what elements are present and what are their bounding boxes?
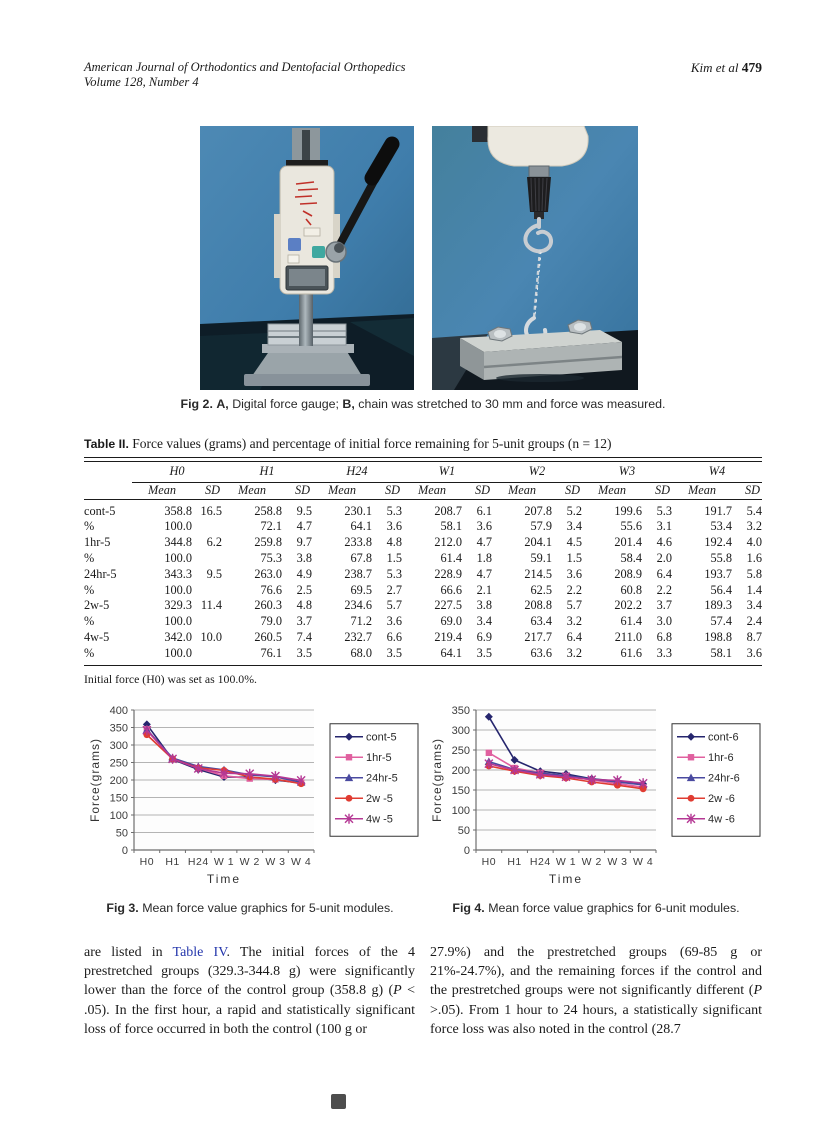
table-cell: 61.4: [440, 550, 462, 565]
table-sub-header: SD: [642, 483, 672, 499]
row-label: %: [84, 582, 95, 597]
running-head: [84, 60, 762, 90]
table-cell: 60.8: [620, 582, 642, 597]
running-authors: Kim et al: [690, 60, 739, 75]
table-cell: 6.6: [386, 629, 402, 644]
table-cell: 3.4: [746, 598, 762, 613]
table-sub-header: SD: [372, 483, 402, 499]
table-row: [84, 646, 762, 662]
svg-text:24hr-6: 24hr-6: [708, 772, 740, 785]
table-cell: 57.9: [530, 519, 552, 534]
svg-text:W 4: W 4: [291, 856, 312, 868]
table-cell: 6.4: [656, 566, 672, 581]
table-cell: 55.8: [710, 550, 732, 565]
table-cell: 234.6: [344, 598, 372, 613]
svg-text:300: 300: [109, 739, 128, 752]
table-cell: 62.5: [530, 582, 552, 597]
table-cell: 3.8: [476, 598, 492, 613]
table-cell: 3.2: [746, 519, 762, 534]
table-cell: 258.8: [254, 503, 282, 518]
svg-text:W 1: W 1: [555, 856, 577, 868]
figure2-photo-a: [200, 126, 414, 390]
table-cell: 3.2: [566, 614, 582, 629]
table-sub-header: Mean: [222, 483, 282, 499]
svg-text:W 2: W 2: [581, 856, 602, 868]
table-cell: 3.6: [746, 645, 762, 660]
table-cell: 4.8: [296, 598, 312, 613]
table-cell: 4.8: [386, 535, 402, 550]
table-row: [84, 583, 762, 599]
svg-text:2w -5: 2w -5: [366, 793, 393, 806]
svg-text:H24: H24: [529, 856, 551, 868]
table-cell: 5.3: [386, 503, 402, 518]
table-cell: 3.5: [476, 645, 492, 660]
table-cell: 8.7: [746, 629, 762, 644]
table-cell: 228.9: [434, 566, 462, 581]
table-cell: 9.5: [206, 566, 222, 581]
table-cell: 69.0: [440, 614, 462, 629]
table-cell: 238.7: [344, 566, 372, 581]
table-cell: 68.0: [350, 645, 372, 660]
table-cell: 64.1: [440, 645, 462, 660]
svg-text:2w -6: 2w -6: [708, 793, 735, 806]
table-group-header: H0: [132, 464, 222, 483]
table-cell: 3.4: [476, 614, 492, 629]
table-cell: 192.4: [704, 535, 732, 550]
row-label: cont-5: [84, 503, 116, 518]
table-cell: 1.5: [386, 550, 402, 565]
table-cell: 59.1: [530, 550, 552, 565]
table-cell: 63.4: [530, 614, 552, 629]
svg-text:Force(grams): Force(grams): [88, 737, 102, 823]
table-cell: 193.7: [704, 566, 732, 581]
table2-label: Table II.: [84, 437, 129, 451]
gauge-stand-base: [252, 350, 362, 376]
table-cell: 189.3: [704, 598, 732, 613]
table-cell: 5.4: [746, 503, 762, 518]
table-sub-header: Mean: [492, 483, 552, 499]
table-cell: 201.4: [614, 535, 642, 550]
svg-text:W 3: W 3: [607, 856, 628, 868]
journal-title-block: [84, 60, 406, 90]
table-row: [84, 499, 762, 519]
table-cell: 3.1: [656, 519, 672, 534]
table-cell: 214.5: [524, 566, 552, 581]
svg-text:0: 0: [121, 844, 128, 857]
svg-text:W 2: W 2: [239, 856, 260, 868]
figure2-photo-b: [432, 126, 638, 390]
figure3-label: Fig 3.: [106, 901, 139, 915]
table-cell: 3.5: [386, 645, 402, 660]
svg-text:300: 300: [451, 724, 470, 737]
table-sub-header: Mean: [582, 483, 642, 499]
table-row: [84, 535, 762, 551]
table-cell: 198.8: [704, 629, 732, 644]
svg-text:Time: Time: [206, 872, 242, 886]
body-column-right: 27.9%) and the prestretched groups (69-85 g or 21%-24.7%), and the remaining forces if the control and the prestretched groups were not significantly different (P >.05). From 1 hour to 24 hours, a statistically significant force loss was also noted in the control (28.7: [430, 945, 762, 1037]
table-sub-header: SD: [192, 483, 222, 499]
svg-text:1hr-6: 1hr-6: [708, 752, 734, 765]
svg-text:cont-5: cont-5: [366, 731, 397, 744]
svg-text:4w -5: 4w -5: [366, 813, 393, 826]
table-cell: 100.0: [164, 645, 192, 660]
table-cell: 259.8: [254, 535, 282, 550]
force-gauge-photo: [200, 126, 414, 390]
table-cell: 2.2: [566, 582, 582, 597]
figure4-label: Fig 4.: [452, 901, 485, 915]
table-cell: 358.8: [164, 503, 192, 518]
table-sub-header: Mean: [132, 483, 192, 499]
table-cell: 227.5: [434, 598, 462, 613]
figure3-caption: Fig 3. Mean force value graphics for 5-unit modules.: [106, 901, 394, 915]
table-sub-header: Mean: [312, 483, 372, 499]
table-cell: 219.4: [434, 629, 462, 644]
table-cell: 11.4: [200, 598, 222, 613]
table-cell: 5.2: [566, 503, 582, 518]
gauge-underside: [488, 126, 588, 166]
table-cell: 4.5: [566, 535, 582, 550]
svg-text:24hr-5: 24hr-5: [366, 772, 398, 785]
table-cell: 4.0: [746, 535, 762, 550]
table-row: [84, 519, 762, 535]
table-row: [84, 598, 762, 614]
row-label: 1hr-5: [84, 535, 111, 550]
svg-text:cont-6: cont-6: [708, 731, 739, 744]
table-cell: 3.6: [476, 519, 492, 534]
table-group-header: W3: [582, 464, 672, 483]
table-cell: 58.4: [620, 550, 642, 565]
table-cell: 100.0: [164, 614, 192, 629]
table-cell: 3.0: [656, 614, 672, 629]
row-label: 2w-5: [84, 598, 110, 613]
table-cell: 3.5: [296, 645, 312, 660]
table-cell: 204.1: [524, 535, 552, 550]
table-cell: [192, 614, 222, 630]
fig4-line-chart: [428, 700, 764, 896]
table-cell: 208.9: [614, 566, 642, 581]
table-cell: 16.5: [200, 503, 222, 518]
svg-text:150: 150: [451, 784, 470, 797]
table-cell: 212.0: [434, 535, 462, 550]
svg-text:200: 200: [109, 774, 128, 787]
body-column-left: are listed in Table IV. The initial forces of the 4 prestretched groups (329.3-344.8 g) were significantly lower than the force of the control group (358.8 g) (P < .05). In the first hour, a rapid and statistically significant loss of force occurred in both the control (100 g or: [84, 945, 416, 1037]
table-cell: 5.7: [386, 598, 402, 613]
table-cell: 76.1: [260, 645, 282, 660]
svg-text:W 1: W 1: [213, 856, 235, 868]
svg-text:250: 250: [109, 757, 128, 770]
svg-text:H0: H0: [481, 856, 497, 868]
table-cell: 3.6: [386, 519, 402, 534]
svg-text:200: 200: [451, 764, 470, 777]
table-cell: 2.7: [386, 582, 402, 597]
table-cell: 7.4: [296, 629, 312, 644]
table-cell: 2.5: [296, 582, 312, 597]
table-cell: 9.7: [296, 535, 312, 550]
table-cell: 211.0: [614, 629, 642, 644]
journal-name: American Journal of Orthodontics and Dentofacial Orthopedics: [84, 60, 406, 74]
table-row: [84, 630, 762, 646]
table-cell: 2.1: [476, 582, 492, 597]
table-cell: 4.6: [656, 535, 672, 550]
table-cell: 55.6: [620, 519, 642, 534]
table-cell: 64.1: [350, 519, 372, 534]
table-bottom-rule: [84, 665, 762, 666]
table-cell: 71.2: [350, 614, 372, 629]
table-cell: 6.1: [476, 503, 492, 518]
table-cell: 5.7: [566, 598, 582, 613]
table-cell: 1.4: [746, 582, 762, 597]
figure4-caption: Fig 4. Mean force value graphics for 6-unit modules.: [452, 901, 740, 915]
table-cell: 2.2: [656, 582, 672, 597]
table-sub-header: Mean: [672, 483, 732, 499]
table-cell: 342.0: [164, 629, 192, 644]
figure2-label: Fig 2.: [180, 397, 213, 411]
gauge-button: [304, 228, 320, 236]
table-cell: 233.8: [344, 535, 372, 550]
table-cell: 76.6: [260, 582, 282, 597]
row-label: 4w-5: [84, 629, 110, 644]
svg-text:100: 100: [451, 804, 470, 817]
table-sub-header: SD: [282, 483, 312, 499]
fig3-line-chart: [86, 700, 422, 896]
table-cell: 3.3: [656, 645, 672, 660]
table-cell: [192, 583, 222, 599]
svg-text:350: 350: [109, 722, 128, 735]
svg-text:Time: Time: [548, 872, 584, 886]
table-cell: 3.6: [566, 566, 582, 581]
table-sub-header: SD: [462, 483, 492, 499]
svg-text:1hr-5: 1hr-5: [366, 752, 392, 765]
svg-text:Force(grams): Force(grams): [430, 737, 444, 823]
table-cell: 4.9: [296, 566, 312, 581]
table-cell: 2.4: [746, 614, 762, 629]
table-cell: 100.0: [164, 519, 192, 534]
page-number: 479: [741, 60, 762, 75]
ink-smudge: [331, 1094, 346, 1109]
table-row: [84, 567, 762, 583]
table-cell: [192, 519, 222, 535]
table-iv-link[interactable]: Table IV: [172, 945, 227, 960]
figure2-caption: Fig 2. A, Digital force gauge; B, chain was stretched to 30 mm and force was measured.: [180, 397, 666, 411]
table-cell: 4.7: [476, 535, 492, 550]
table-sub-header: Mean: [402, 483, 462, 499]
table-cell: 343.3: [164, 566, 192, 581]
table-cell: 260.3: [254, 598, 282, 613]
table-cell: 1.5: [566, 550, 582, 565]
table-cell: 56.4: [710, 582, 732, 597]
table-cell: 5.8: [746, 566, 762, 581]
table-cell: 199.6: [614, 503, 642, 518]
table-cell: 232.7: [344, 629, 372, 644]
table-sub-header: SD: [732, 483, 762, 499]
table-cell: 6.8: [656, 629, 672, 644]
table-cell: 4.7: [296, 519, 312, 534]
table-cell: 66.6: [440, 582, 462, 597]
table-top-rule: [84, 457, 762, 462]
row-label: %: [84, 550, 95, 565]
table-cell: 53.4: [710, 519, 732, 534]
table-cell: 9.5: [296, 503, 312, 518]
table-cell: 329.3: [164, 598, 192, 613]
table-cell: [192, 646, 222, 662]
row-label: 24hr-5: [84, 566, 117, 581]
table-cell: 3.7: [656, 598, 672, 613]
table-cell: 3.4: [566, 519, 582, 534]
table-cell: 191.7: [704, 503, 732, 518]
table-cell: 230.1: [344, 503, 372, 518]
chain-stretch-photo: [432, 126, 638, 390]
table-cell: 260.5: [254, 629, 282, 644]
table-cell: 57.4: [710, 614, 732, 629]
table-group-header: H1: [222, 464, 312, 483]
table-cell: 67.8: [350, 550, 372, 565]
row-label: %: [84, 614, 95, 629]
row-label: %: [84, 645, 95, 660]
table-cell: 202.2: [614, 598, 642, 613]
table-cell: [192, 551, 222, 567]
table-cell: 72.1: [260, 519, 282, 534]
svg-text:150: 150: [109, 792, 128, 805]
svg-text:0: 0: [463, 844, 470, 857]
table-cell: 3.6: [386, 614, 402, 629]
table-sub-header: SD: [552, 483, 582, 499]
svg-text:50: 50: [115, 827, 128, 840]
table-cell: 208.8: [524, 598, 552, 613]
table-cell: 10.0: [200, 629, 222, 644]
table-cell: 58.1: [440, 519, 462, 534]
svg-text:4w -6: 4w -6: [708, 813, 735, 826]
table-cell: 1.6: [746, 550, 762, 565]
table-cell: 2.0: [656, 550, 672, 565]
table-cell: 100.0: [164, 550, 192, 565]
table-cell: 58.1: [710, 645, 732, 660]
table-cell: 3.8: [296, 550, 312, 565]
table-group-header: W1: [402, 464, 492, 483]
svg-text:W 4: W 4: [633, 856, 654, 868]
svg-text:250: 250: [451, 744, 470, 757]
table-row: [84, 614, 762, 630]
author-page-block: [691, 60, 762, 90]
table-cell: 69.5: [350, 582, 372, 597]
table-cell: 63.6: [530, 645, 552, 660]
table-cell: 3.7: [296, 614, 312, 629]
table2-footnote: Initial force (H0) was set as 100.0%.: [84, 671, 257, 686]
table2-section: [84, 436, 762, 687]
svg-text:W 3: W 3: [265, 856, 286, 868]
svg-text:100: 100: [109, 809, 128, 822]
force-values-table: [84, 464, 762, 662]
svg-text:H24: H24: [187, 856, 209, 868]
table-cell: 208.7: [434, 503, 462, 518]
table-cell: 217.7: [524, 629, 552, 644]
table-cell: 6.9: [476, 629, 492, 644]
table-cell: 61.6: [620, 645, 642, 660]
table-cell: 207.8: [524, 503, 552, 518]
journal-volume: Volume 128, Number 4: [84, 75, 199, 89]
gauge-button-teal: [312, 246, 325, 258]
table-group-header: W4: [672, 464, 762, 483]
table-cell: 3.2: [566, 645, 582, 660]
table-cell: 79.0: [260, 614, 282, 629]
svg-text:H1: H1: [507, 856, 522, 868]
table-cell: 75.3: [260, 550, 282, 565]
row-label: %: [84, 519, 95, 534]
svg-text:H0: H0: [139, 856, 155, 868]
table-cell: 263.0: [254, 566, 282, 581]
table-cell: 5.3: [386, 566, 402, 581]
table-group-header: H24: [312, 464, 402, 483]
table-cell: 5.3: [656, 503, 672, 518]
gauge-button-blue: [288, 238, 301, 251]
chuck-collar: [529, 166, 549, 177]
svg-text:50: 50: [457, 824, 470, 837]
table-cell: 4.7: [476, 566, 492, 581]
table-cell: 344.8: [164, 535, 192, 550]
table-cell: 100.0: [164, 582, 192, 597]
svg-text:H1: H1: [165, 856, 180, 868]
table-cell: 61.4: [620, 614, 642, 629]
table-cell: 6.2: [206, 535, 222, 550]
svg-text:400: 400: [109, 704, 128, 717]
table2-caption: Table II. Force values (grams) and percentage of initial force remaining for 5-unit groups (n = 12): [84, 436, 612, 451]
table-cell: 1.8: [476, 550, 492, 565]
table-group-header: W2: [492, 464, 582, 483]
table-cell: 6.4: [566, 629, 582, 644]
table-row: [84, 551, 762, 567]
svg-text:350: 350: [451, 704, 470, 717]
